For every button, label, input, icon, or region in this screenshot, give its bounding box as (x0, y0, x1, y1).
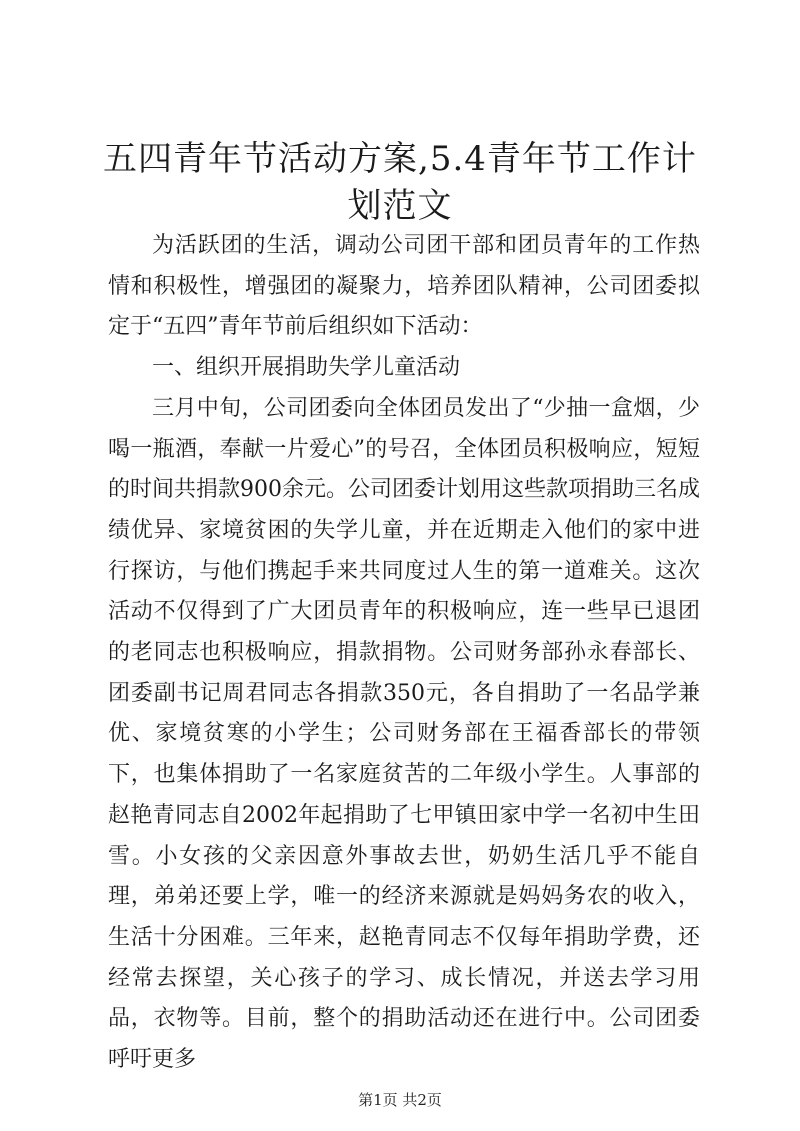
body-paragraph: 三月中旬，公司团委向全体团员发出了“少抽一盒烟，少喝一瓶酒，奉献一片爱心”的号召，全体团员积极响应，短短的时间共捐款900余元。公司团委计划用这些款项捐助三名成绩优异、家境贫困的失学儿童，并在近期走入他们的家中进行探访，与他们携起手来共同度过人生的第一道难关。这次活动不仅得到了广大团员青年的积极响应，连一些早已退团的老同志也积极响应，捐款捐物。公司财务部孙永春部长、团委副书记周君同志各捐款350元，各自捐助了一名品学兼优、家境贫寒的小学生；公司财务部在王福香部长的带领下，也集体捐助了一名家庭贫苦的二年级小学生。人事部的赵艳青同志自2002年起捐助了七甲镇田家中学一名初中生田雪。小女孩的父亲因意外事故去世，奶奶生活几乎不能自理，弟弟还要上学，唯一的经济来源就是妈妈务农的收入，生活十分困难。三年来，赵艳青同志不仅每年捐助学费，还经常去探望，关心孩子的学习、成长情况，并送去学习用品，衣物等。目前，整个的捐助活动还在进行中。公司团委呼吁更多 (108, 395, 700, 1073)
section-heading: 一、组织开展捐助失学儿童活动 (152, 355, 461, 381)
intro-paragraph: 为活跃团的生活，调动公司团干部和团员青年的工作热情和积极性，增强团的凝聚力，培养团队精神，公司团委拟定于“五四”青年节前后组织如下活动： (108, 233, 700, 340)
document-body (108, 226, 700, 1081)
document-title: 五四青年节活动方案,5.4青年节工作计划范文 (103, 139, 697, 226)
page-footer: 第1页 共2页 (358, 1091, 442, 1109)
